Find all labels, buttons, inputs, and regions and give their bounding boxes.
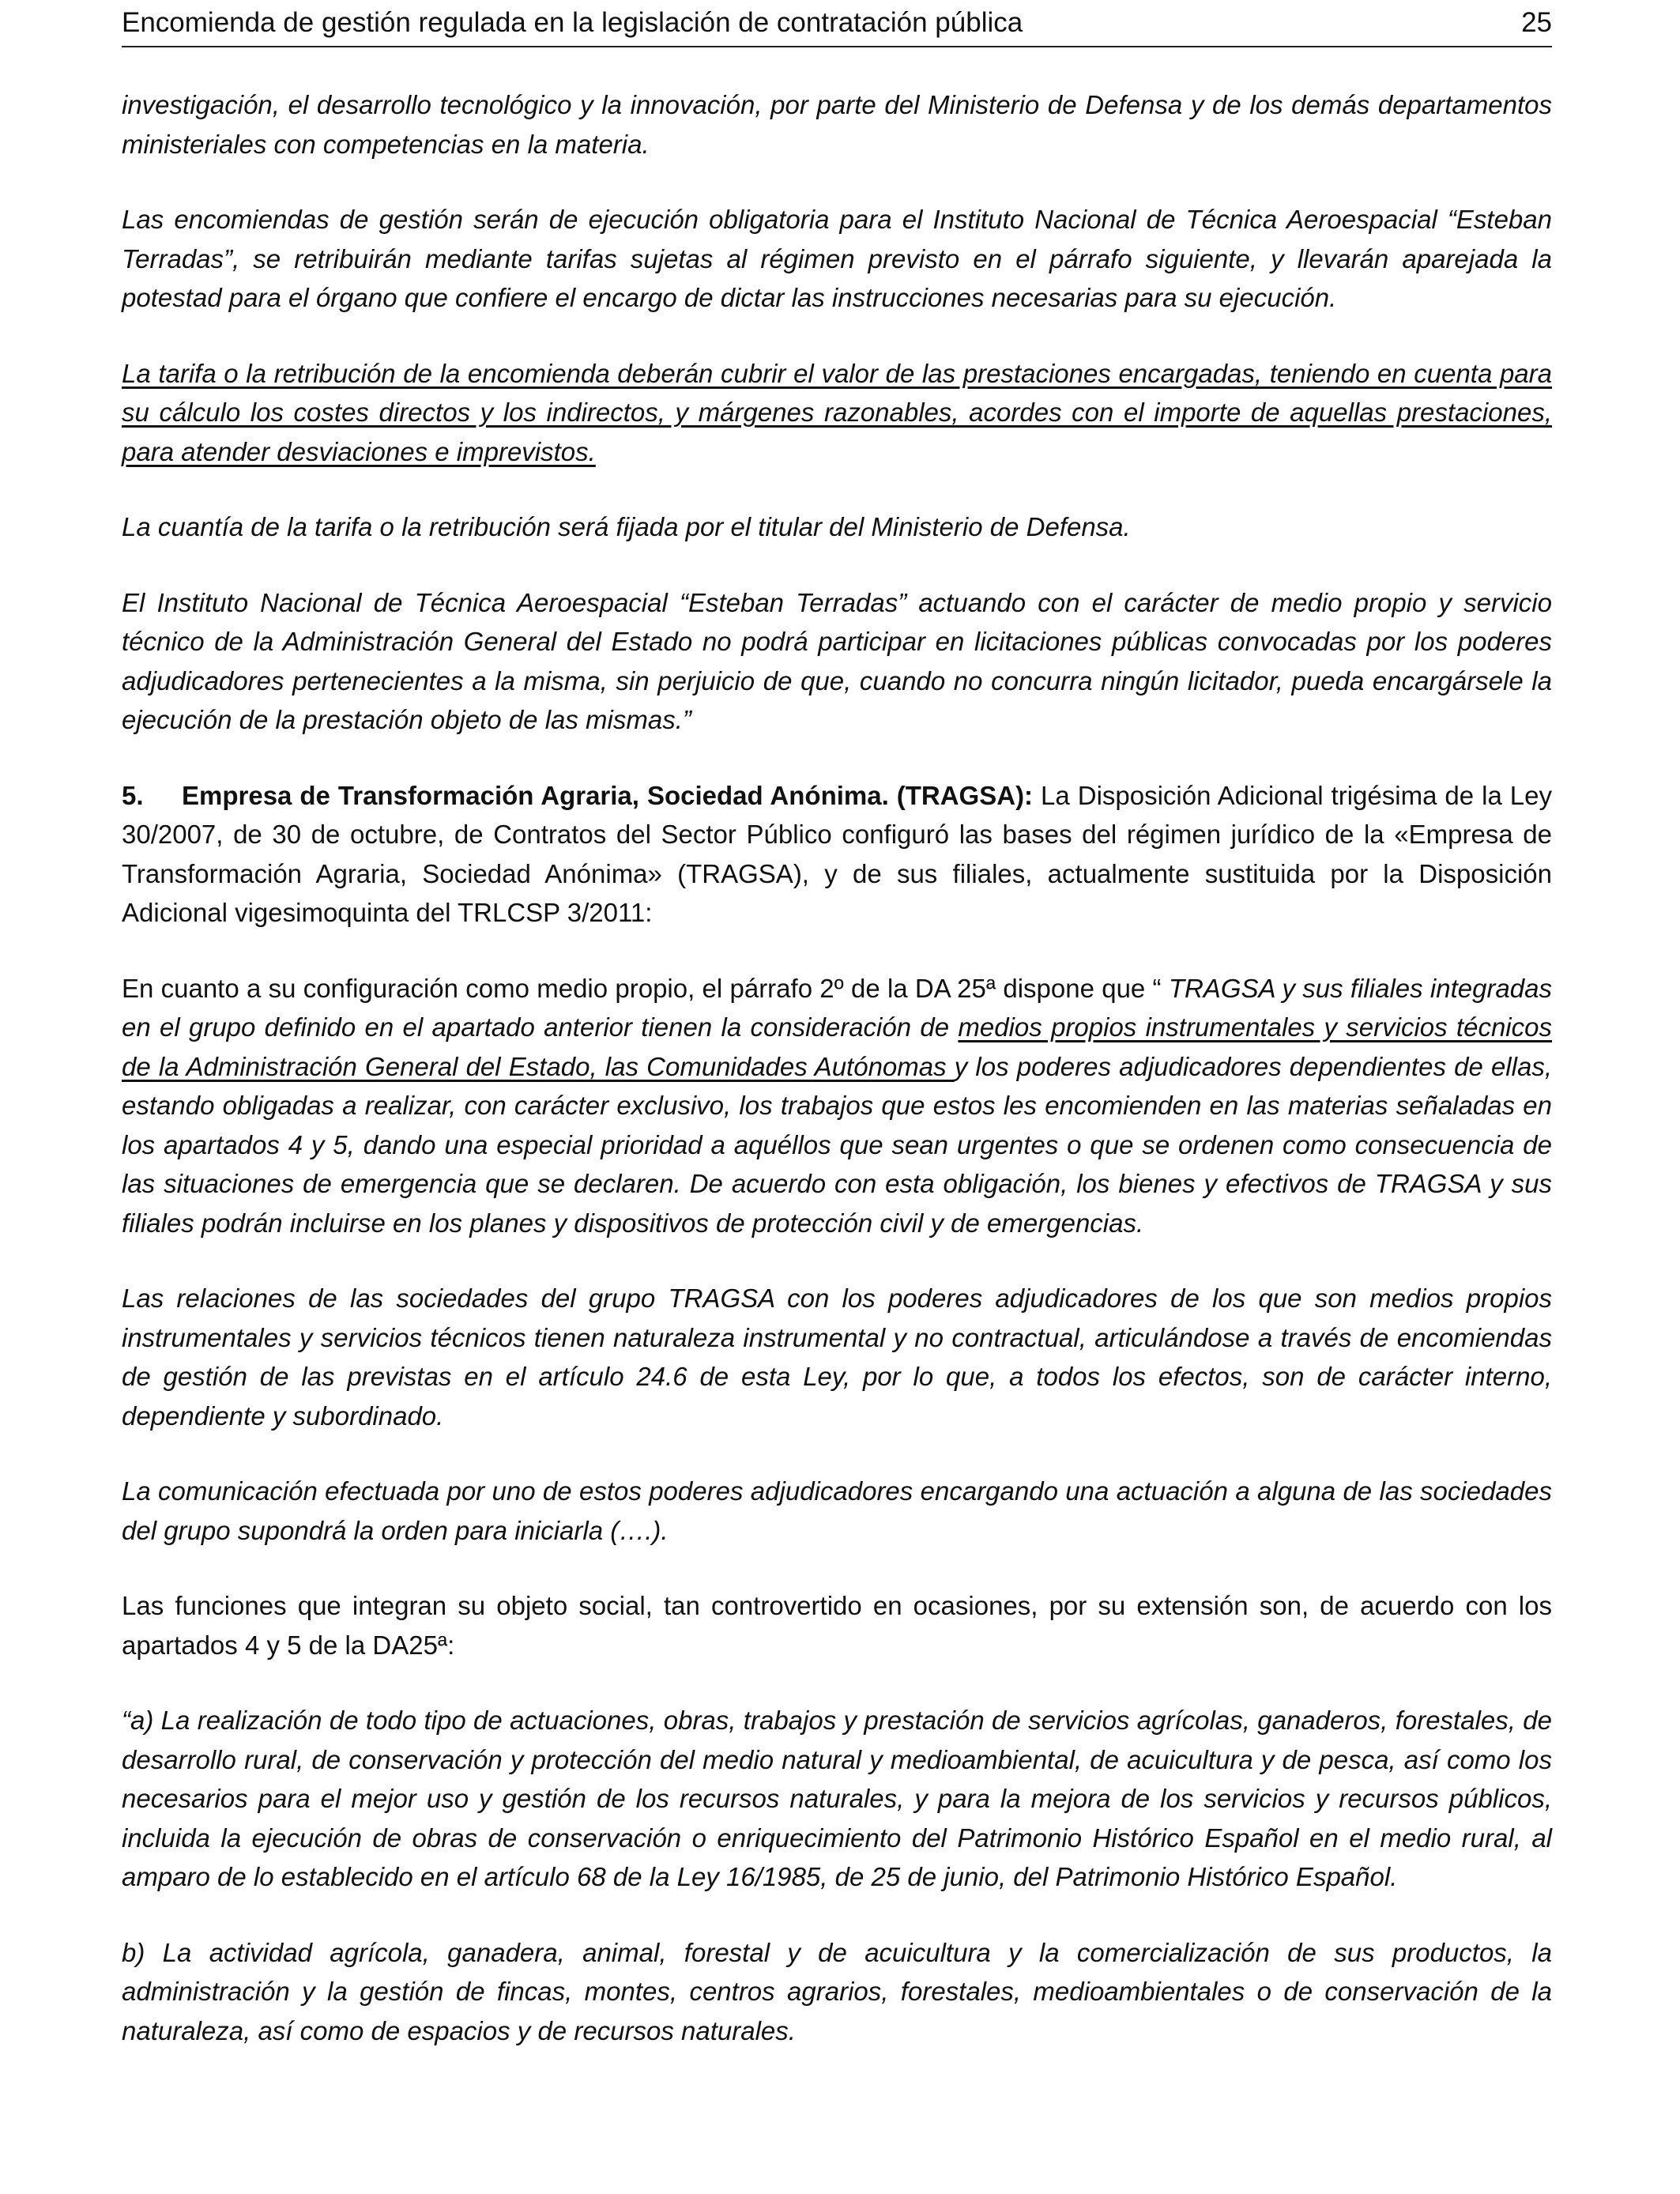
- paragraph-10: Las funciones que integran su objeto social, tan controvertido en ocasiones, por su extensión son, de acuerdo con los apartados 4 y 5 de la DA25ª:: [122, 1591, 1552, 1660]
- paragraph-8: Las relaciones de las sociedades del grupo TRAGSA con los poderes adjudicadores de los que son medios propios instrumentales y servicios técnicos tienen naturaleza instrumental y no contractual, articulándose a través de encomiendas de gestión de las previstas en el artículo 24.6 de esta Ley, por lo que, a todos los efectos, son de carácter interno, dependiente y subordinado.: [122, 1284, 1552, 1431]
- paragraph-12: b) La actividad agrícola, ganadera, animal, forestal y de acuicultura y la comercialización de sus productos, la administración y la gestión de fincas, montes, centros agrarios, forestales, medioambientales o de conservación de la naturaleza, así como de espacios y de recursos naturales.: [122, 1937, 1552, 2045]
- document-page: [122, 0, 1552, 2087]
- paragraph-2: Las encomiendas de gestión serán de ejecución obligatoria para el Instituto Nacional de Técnica Aeroespacial “Esteban Terradas”, se retribuirán mediante tarifas sujetas al régimen previsto en el párrafo siguiente, y llevarán aparejada la potestad para el órgano que confiere el encargo de dictar las instrucciones necesarias para su ejecución.: [122, 205, 1552, 312]
- section-5-paragraph: [122, 776, 1552, 933]
- paragraph-7: [122, 969, 1552, 1243]
- paragraph-7-quote-b: y los poderes adjudicadores dependientes de ellas, estando obligadas a realizar, con carácter exclusivo, los trabajos que estos les encomienden en las materias señaladas en los apartados 4 y 5, dando una especial prioridad a aquéllos que sean urgentes o que se ordenen como consecuencia de las situaciones de emergencia que se declaren. De acuerdo con esta obligación, los bienes y efectivos de TRAGSA y sus filiales podrán incluirse en los planes y dispositivos de protección civil y de emergencias.: [122, 1051, 1552, 1238]
- section-heading: Empresa de Transformación Agraria, Sociedad Anónima. (TRAGSA):: [182, 780, 1034, 810]
- paragraph-7-intro: En cuanto a su configuración como medio propio, el párrafo 2º de la DA 25ª dispone que “: [122, 973, 1169, 1003]
- paragraph-7-quote-a: TRAGSA y sus filiales integradas en el grupo definido en el apartado anterior tienen la consideración de: [122, 973, 1552, 1042]
- paragraph-5: El Instituto Nacional de Técnica Aeroespacial “Esteban Terradas” actuando con el carácter de medio propio y servicio técnico de la Administración General del Estado no podrá participar en licitaciones públicas convocadas por los poderes adjudicadores pertenecientes a la misma, sin perjuicio de que, cuando no concurra ningún licitador, pueda encargársele la ejecución de la prestación objeto de las mismas.”: [122, 587, 1552, 734]
- running-title: Encomienda de gestión regulada en la legislación de contratación pública: [122, 7, 1023, 38]
- page-header: [122, 3, 1552, 47]
- paragraph-3: La tarifa o la retribución de la encomienda deberán cubrir el valor de las prestaciones encargadas, teniendo en cuenta para su cálculo los costes directos y los indirectos, y márgenes razonables, acordes con el importe de aquellas prestaciones, para atender desviaciones e imprevistos.: [122, 358, 1552, 466]
- document-body: [122, 85, 1552, 2050]
- paragraph-1: investigación, el desarrollo tecnológico y la innovación, por parte del Ministerio de Defensa y de los demás departamentos ministeriales con competencias en la materia.: [122, 90, 1552, 159]
- paragraph-9: La comunicación efectuada por uno de estos poderes adjudicadores encargando una actuación a alguna de las sociedades del grupo supondrá la orden para iniciarla (….).: [122, 1476, 1552, 1545]
- paragraph-11: “a) La realización de todo tipo de actuaciones, obras, trabajos y prestación de servicios agrícolas, ganaderos, forestales, de desarrollo rural, de conservación y protección del medio natural y medioambiental, de acuicultura y de pesca, así como los necesarios para el mejor uso y gestión de los recursos naturales, y para la mejora de los servicios y recursos públicos, incluida la ejecución de obras de conservación o enriquecimiento del Patrimonio Histórico Español en el medio rural, al amparo de lo establecido en el artículo 68 de la Ley 16/1985, de 25 de junio, del Patrimonio Histórico Español.: [122, 1706, 1552, 1891]
- section-number: 5.: [122, 780, 144, 810]
- section-text: La Disposición Adicional trigésima de la Ley 30/2007, de 30 de octubre, de Contratos del Sector Público configuró las bases del régimen jurídico de la «Empresa de Transformación Agraria, Sociedad Anónima» (TRAGSA), y de sus filiales, actualmente sustituida por la Disposición Adicional vigesimoquinta del TRLCSP 3/2011:: [122, 780, 1552, 927]
- paragraph-4: La cuantía de la tarifa o la retribución será fijada por el titular del Ministerio de Defensa.: [122, 512, 1131, 541]
- paragraph-7-quote-underlined: medios propios instrumentales y servicios técnicos de la Administración General del Estado, las Comunidades Autónomas: [122, 1012, 1552, 1081]
- page-number: 25: [1521, 7, 1552, 38]
